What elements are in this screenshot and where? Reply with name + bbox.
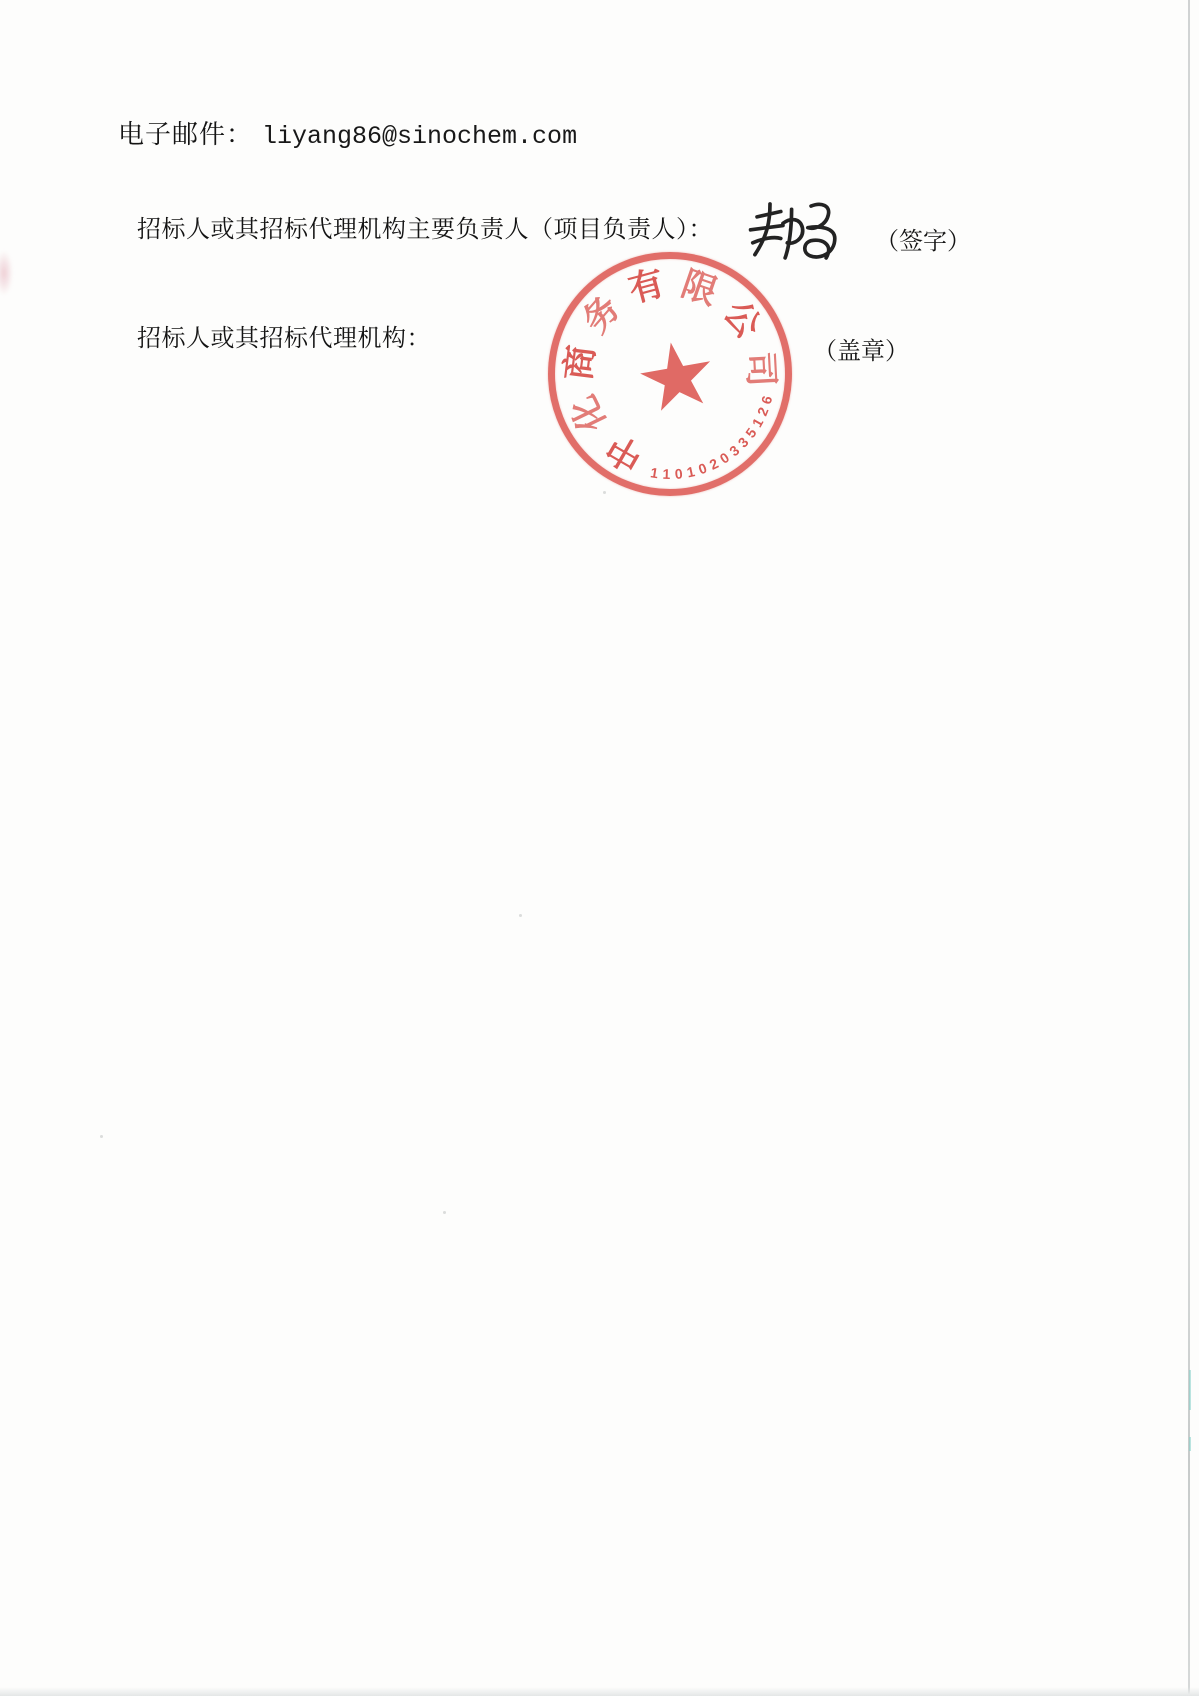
seal-number-digit: 2	[753, 404, 772, 419]
seal-number-digit: 5	[742, 424, 760, 441]
ink-smudge	[0, 250, 13, 296]
dust-speck	[100, 1135, 103, 1138]
seal-number-digit: 0	[674, 465, 684, 482]
scan-bottom-edge	[0, 1687, 1199, 1696]
seal-number-digit: 6	[757, 394, 776, 406]
dust-speck	[443, 1211, 446, 1214]
seal-number-digit: 1	[649, 464, 660, 482]
seal-number-digit: 1	[662, 465, 671, 483]
seal-company-char: 有	[624, 263, 669, 310]
company-seal	[548, 252, 792, 496]
dust-speck	[519, 914, 522, 917]
seal-hint: （盖章）	[813, 339, 909, 365]
email-address: liyang86@sinochem.com	[262, 122, 578, 151]
email-label: 电子邮件：	[118, 120, 254, 149]
scan-edge-teal-mark	[1189, 1437, 1191, 1451]
email-line	[118, 114, 577, 151]
seal-company-char: 司	[739, 350, 781, 388]
seal-number-digit: 2	[706, 454, 721, 473]
seal-company-char: 限	[676, 264, 723, 313]
seal-company-char: 公	[716, 293, 769, 346]
seal-company-char: 商	[558, 343, 602, 383]
principal-label: 招标人或其招标代理机构主要负责人（项目负责人）：	[137, 217, 713, 243]
agency-label: 招标人或其招标代理机构：	[137, 326, 431, 352]
seal-number-digit: 3	[734, 433, 752, 451]
sign-hint: （签字）	[875, 229, 971, 255]
seal-company-char: 中	[599, 426, 650, 479]
seal-number-digit: 3	[726, 441, 743, 460]
seal-company-char: 务	[575, 288, 628, 341]
seal-number-digit: 0	[716, 449, 733, 467]
dust-speck	[603, 491, 606, 494]
seal-number-digit: 0	[696, 459, 709, 478]
seal-number-digit: 1	[685, 463, 697, 481]
seal-company-char: 化	[563, 389, 614, 438]
seal-number-digit: 1	[748, 415, 767, 430]
scan-edge-teal-mark	[1189, 1370, 1191, 1410]
